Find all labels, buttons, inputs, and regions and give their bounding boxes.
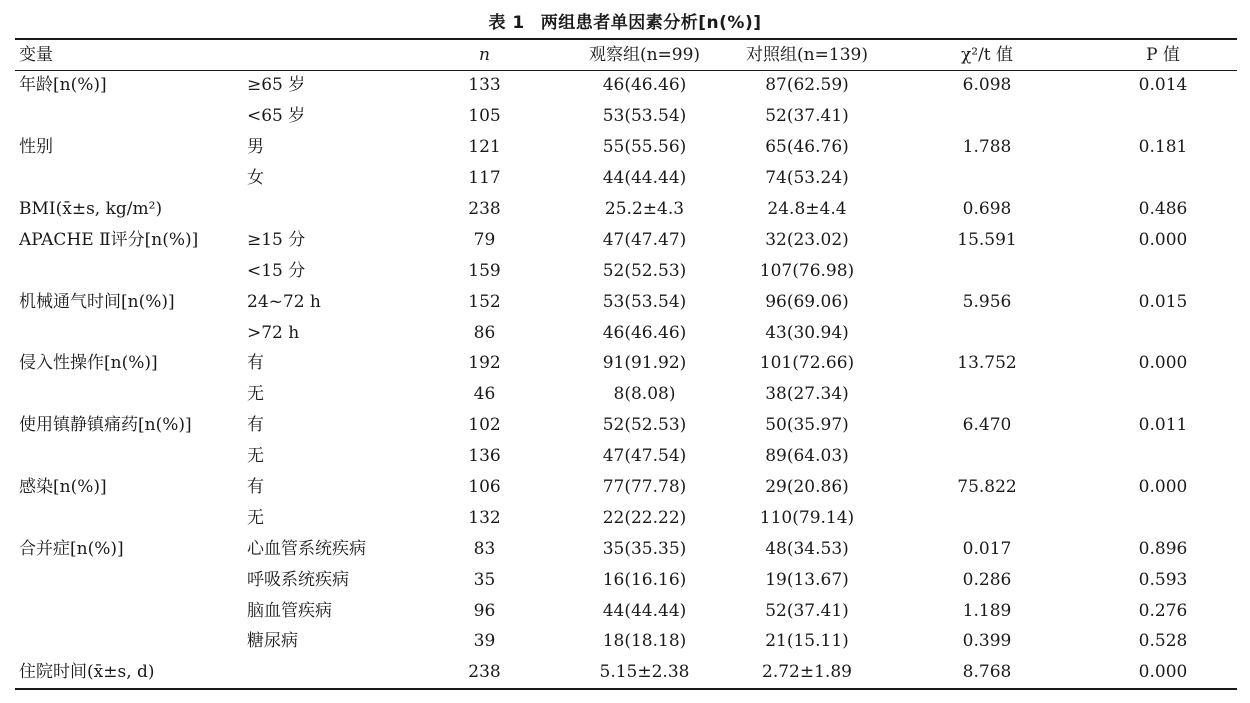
row-n: 238 bbox=[468, 662, 501, 683]
row-variable bbox=[15, 255, 247, 286]
header-p: P 值 bbox=[1146, 45, 1180, 65]
row-observation: 47(47.54) bbox=[602, 446, 687, 467]
row-p: 0.528 bbox=[1138, 631, 1188, 652]
row-n: 132 bbox=[468, 507, 501, 528]
table-row bbox=[15, 101, 1239, 132]
row-observation: 46(46.46) bbox=[602, 322, 687, 343]
header-observation: 观察组(n=99) bbox=[588, 45, 701, 65]
table-row bbox=[15, 595, 1239, 626]
row-statistic: 5.956 bbox=[962, 291, 1012, 312]
row-observation: 53(53.54) bbox=[602, 291, 687, 312]
table-row bbox=[15, 317, 1239, 348]
row-observation: 44(44.44) bbox=[602, 168, 687, 189]
row-n: 105 bbox=[468, 106, 501, 127]
table-row bbox=[15, 70, 1239, 101]
row-variable bbox=[15, 101, 247, 132]
row-subgroup: 女 bbox=[247, 168, 264, 189]
table-row bbox=[15, 132, 1239, 163]
row-control: 87(62.59) bbox=[765, 75, 849, 96]
row-control: 50(35.97) bbox=[765, 415, 849, 436]
row-subgroup: ≥15 分 bbox=[247, 229, 306, 250]
row-subgroup: 心血管系统疾病 bbox=[247, 538, 366, 559]
row-statistic: 6.098 bbox=[962, 75, 1012, 96]
row-control: 96(69.06) bbox=[765, 291, 849, 312]
row-subgroup: >72 h bbox=[247, 322, 300, 343]
row-observation: 47(47.47) bbox=[602, 229, 687, 250]
row-variable: APACHE Ⅱ评分[n(%)] bbox=[19, 229, 199, 250]
table-row bbox=[15, 255, 1239, 286]
row-control: 107(76.98) bbox=[759, 260, 855, 281]
row-n: 79 bbox=[473, 229, 496, 250]
row-subgroup: <65 岁 bbox=[247, 106, 306, 127]
row-variable: 机械通气时间[n(%)] bbox=[19, 291, 175, 312]
row-control: 29(20.86) bbox=[765, 477, 849, 498]
row-subgroup: 无 bbox=[247, 384, 264, 405]
row-variable: 年龄[n(%)] bbox=[19, 75, 107, 96]
row-statistic: 15.591 bbox=[957, 229, 1017, 250]
row-statistic: 6.470 bbox=[962, 415, 1012, 436]
row-variable bbox=[15, 595, 247, 626]
row-observation: 8(8.08) bbox=[613, 384, 676, 405]
row-variable bbox=[15, 626, 247, 657]
row-statistic bbox=[887, 317, 1087, 348]
row-n: 133 bbox=[468, 75, 501, 96]
row-p: 0.000 bbox=[1138, 477, 1188, 498]
row-n: 83 bbox=[473, 538, 496, 559]
header-control: 对照组(n=139) bbox=[746, 45, 868, 65]
row-subgroup: 有 bbox=[247, 353, 264, 374]
row-statistic: 75.822 bbox=[957, 477, 1017, 498]
table-row bbox=[15, 657, 1239, 688]
row-statistic: 8.768 bbox=[962, 662, 1012, 683]
row-statistic bbox=[887, 441, 1087, 472]
row-statistic: 1.788 bbox=[962, 137, 1012, 158]
row-control: 38(27.34) bbox=[765, 384, 849, 405]
row-p bbox=[1087, 502, 1239, 533]
row-variable: 住院时间(x̄±s, d) bbox=[19, 662, 155, 683]
row-control: 32(23.02) bbox=[765, 229, 849, 250]
header-row bbox=[15, 40, 1239, 70]
row-n: 39 bbox=[473, 631, 496, 652]
row-observation: 35(35.35) bbox=[602, 538, 687, 559]
row-statistic: 13.752 bbox=[957, 353, 1017, 374]
row-variable bbox=[15, 564, 247, 595]
row-subgroup: 糖尿病 bbox=[247, 631, 298, 652]
row-statistic: 0.399 bbox=[962, 631, 1012, 652]
row-p: 0.015 bbox=[1138, 291, 1188, 312]
row-control: 21(15.11) bbox=[765, 631, 849, 652]
row-statistic bbox=[887, 379, 1087, 410]
row-statistic: 1.189 bbox=[962, 600, 1012, 621]
row-control: 89(64.03) bbox=[765, 446, 849, 467]
row-subgroup: <15 分 bbox=[247, 260, 306, 281]
table-title: 两组患者单因素分析[n(%)] bbox=[540, 13, 762, 33]
row-n: 152 bbox=[468, 291, 501, 312]
row-subgroup: 有 bbox=[247, 477, 264, 498]
row-p bbox=[1087, 379, 1239, 410]
row-p: 0.011 bbox=[1138, 415, 1188, 436]
row-p: 0.000 bbox=[1138, 353, 1188, 374]
row-control: 19(13.67) bbox=[765, 569, 849, 590]
row-variable: 感染[n(%)] bbox=[19, 477, 107, 498]
row-n: 136 bbox=[468, 446, 501, 467]
table-row bbox=[15, 472, 1239, 503]
row-statistic bbox=[887, 502, 1087, 533]
row-subgroup: 脑血管疾病 bbox=[247, 600, 332, 621]
row-control: 2.72±1.89 bbox=[762, 662, 852, 683]
row-subgroup: 无 bbox=[247, 507, 264, 528]
table-row bbox=[15, 348, 1239, 379]
row-p bbox=[1087, 255, 1239, 286]
row-subgroup bbox=[247, 194, 407, 225]
table-row bbox=[15, 626, 1239, 657]
row-p bbox=[1087, 317, 1239, 348]
row-subgroup: ≥65 岁 bbox=[247, 75, 306, 96]
row-control: 24.8±4.4 bbox=[767, 199, 847, 219]
row-n: 96 bbox=[473, 600, 496, 621]
row-variable bbox=[15, 317, 247, 348]
row-n: 102 bbox=[468, 415, 501, 436]
row-control: 52(37.41) bbox=[765, 600, 849, 621]
row-control: 48(34.53) bbox=[765, 538, 849, 559]
row-control: 65(46.76) bbox=[765, 137, 849, 158]
row-control: 110(79.14) bbox=[759, 507, 855, 528]
row-statistic bbox=[887, 163, 1087, 194]
row-subgroup: 有 bbox=[247, 415, 264, 436]
row-observation: 77(77.78) bbox=[602, 477, 687, 498]
row-p: 0.896 bbox=[1138, 538, 1188, 559]
row-n: 159 bbox=[468, 260, 501, 281]
row-n: 192 bbox=[468, 353, 501, 374]
table-row bbox=[15, 410, 1239, 441]
header-n: n bbox=[479, 45, 490, 65]
row-n: 238 bbox=[468, 199, 501, 219]
row-variable bbox=[15, 163, 247, 194]
row-statistic: 0.286 bbox=[962, 569, 1012, 590]
row-variable bbox=[15, 441, 247, 472]
header-statistic: χ²/t 值 bbox=[960, 45, 1014, 65]
row-n: 106 bbox=[468, 477, 501, 498]
row-subgroup: 男 bbox=[247, 137, 264, 158]
row-observation: 22(22.22) bbox=[602, 507, 687, 528]
row-observation: 52(52.53) bbox=[602, 415, 687, 436]
row-control: 74(53.24) bbox=[765, 168, 849, 189]
row-observation: 5.15±2.38 bbox=[599, 662, 690, 683]
row-n: 121 bbox=[468, 137, 501, 158]
table-row bbox=[15, 564, 1239, 595]
row-variable: BMI(x̄±s, kg/m²) bbox=[19, 199, 163, 219]
row-n: 46 bbox=[473, 384, 496, 405]
row-observation: 52(52.53) bbox=[602, 260, 687, 281]
row-control: 43(30.94) bbox=[765, 322, 849, 343]
row-statistic bbox=[887, 101, 1087, 132]
row-p: 0.593 bbox=[1138, 569, 1188, 590]
row-p: 0.000 bbox=[1138, 662, 1188, 683]
row-observation: 25.2±4.3 bbox=[604, 199, 685, 219]
row-observation: 91(91.92) bbox=[602, 353, 687, 374]
bottom-rule bbox=[15, 688, 1237, 690]
row-variable bbox=[15, 502, 247, 533]
row-p: 0.486 bbox=[1138, 199, 1188, 219]
table-row bbox=[15, 194, 1239, 225]
row-observation: 53(53.54) bbox=[602, 106, 687, 127]
row-subgroup: 24~72 h bbox=[247, 291, 321, 312]
row-subgroup: 呼吸系统疾病 bbox=[247, 569, 349, 590]
row-variable bbox=[15, 379, 247, 410]
row-variable: 侵入性操作[n(%)] bbox=[19, 353, 158, 374]
table-body bbox=[15, 70, 1239, 688]
row-observation: 18(18.18) bbox=[602, 631, 687, 652]
row-p: 0.181 bbox=[1138, 137, 1188, 158]
row-variable: 合并症[n(%)] bbox=[19, 538, 124, 559]
table-caption bbox=[0, 8, 1250, 33]
row-n: 117 bbox=[468, 168, 501, 189]
row-p bbox=[1087, 163, 1239, 194]
row-n: 35 bbox=[473, 569, 496, 590]
table-row bbox=[15, 286, 1239, 317]
row-observation: 44(44.44) bbox=[602, 600, 687, 621]
row-observation: 55(55.56) bbox=[602, 137, 687, 158]
row-variable: 性别 bbox=[19, 137, 53, 158]
row-control: 101(72.66) bbox=[759, 353, 855, 374]
table-row bbox=[15, 379, 1239, 410]
header-subgroup bbox=[247, 40, 407, 70]
table-row bbox=[15, 441, 1239, 472]
univariate-table bbox=[15, 40, 1239, 688]
row-p: 0.000 bbox=[1138, 229, 1188, 250]
row-variable: 使用镇静镇痛药[n(%)] bbox=[19, 415, 192, 436]
row-statistic bbox=[887, 255, 1087, 286]
row-p bbox=[1087, 101, 1239, 132]
table-row bbox=[15, 163, 1239, 194]
row-subgroup bbox=[247, 657, 407, 688]
row-observation: 16(16.16) bbox=[602, 569, 687, 590]
row-p: 0.014 bbox=[1138, 75, 1188, 96]
table-row bbox=[15, 533, 1239, 564]
row-control: 52(37.41) bbox=[765, 106, 849, 127]
table-number: 表 1 bbox=[488, 13, 525, 33]
row-n: 86 bbox=[473, 322, 496, 343]
row-p: 0.276 bbox=[1138, 600, 1188, 621]
row-statistic: 0.017 bbox=[962, 538, 1012, 559]
table-row bbox=[15, 502, 1239, 533]
row-p bbox=[1087, 441, 1239, 472]
row-subgroup: 无 bbox=[247, 446, 264, 467]
row-observation: 46(46.46) bbox=[602, 75, 687, 96]
table-row bbox=[15, 224, 1239, 255]
header-variable: 变量 bbox=[19, 45, 53, 65]
row-statistic: 0.698 bbox=[962, 199, 1012, 219]
